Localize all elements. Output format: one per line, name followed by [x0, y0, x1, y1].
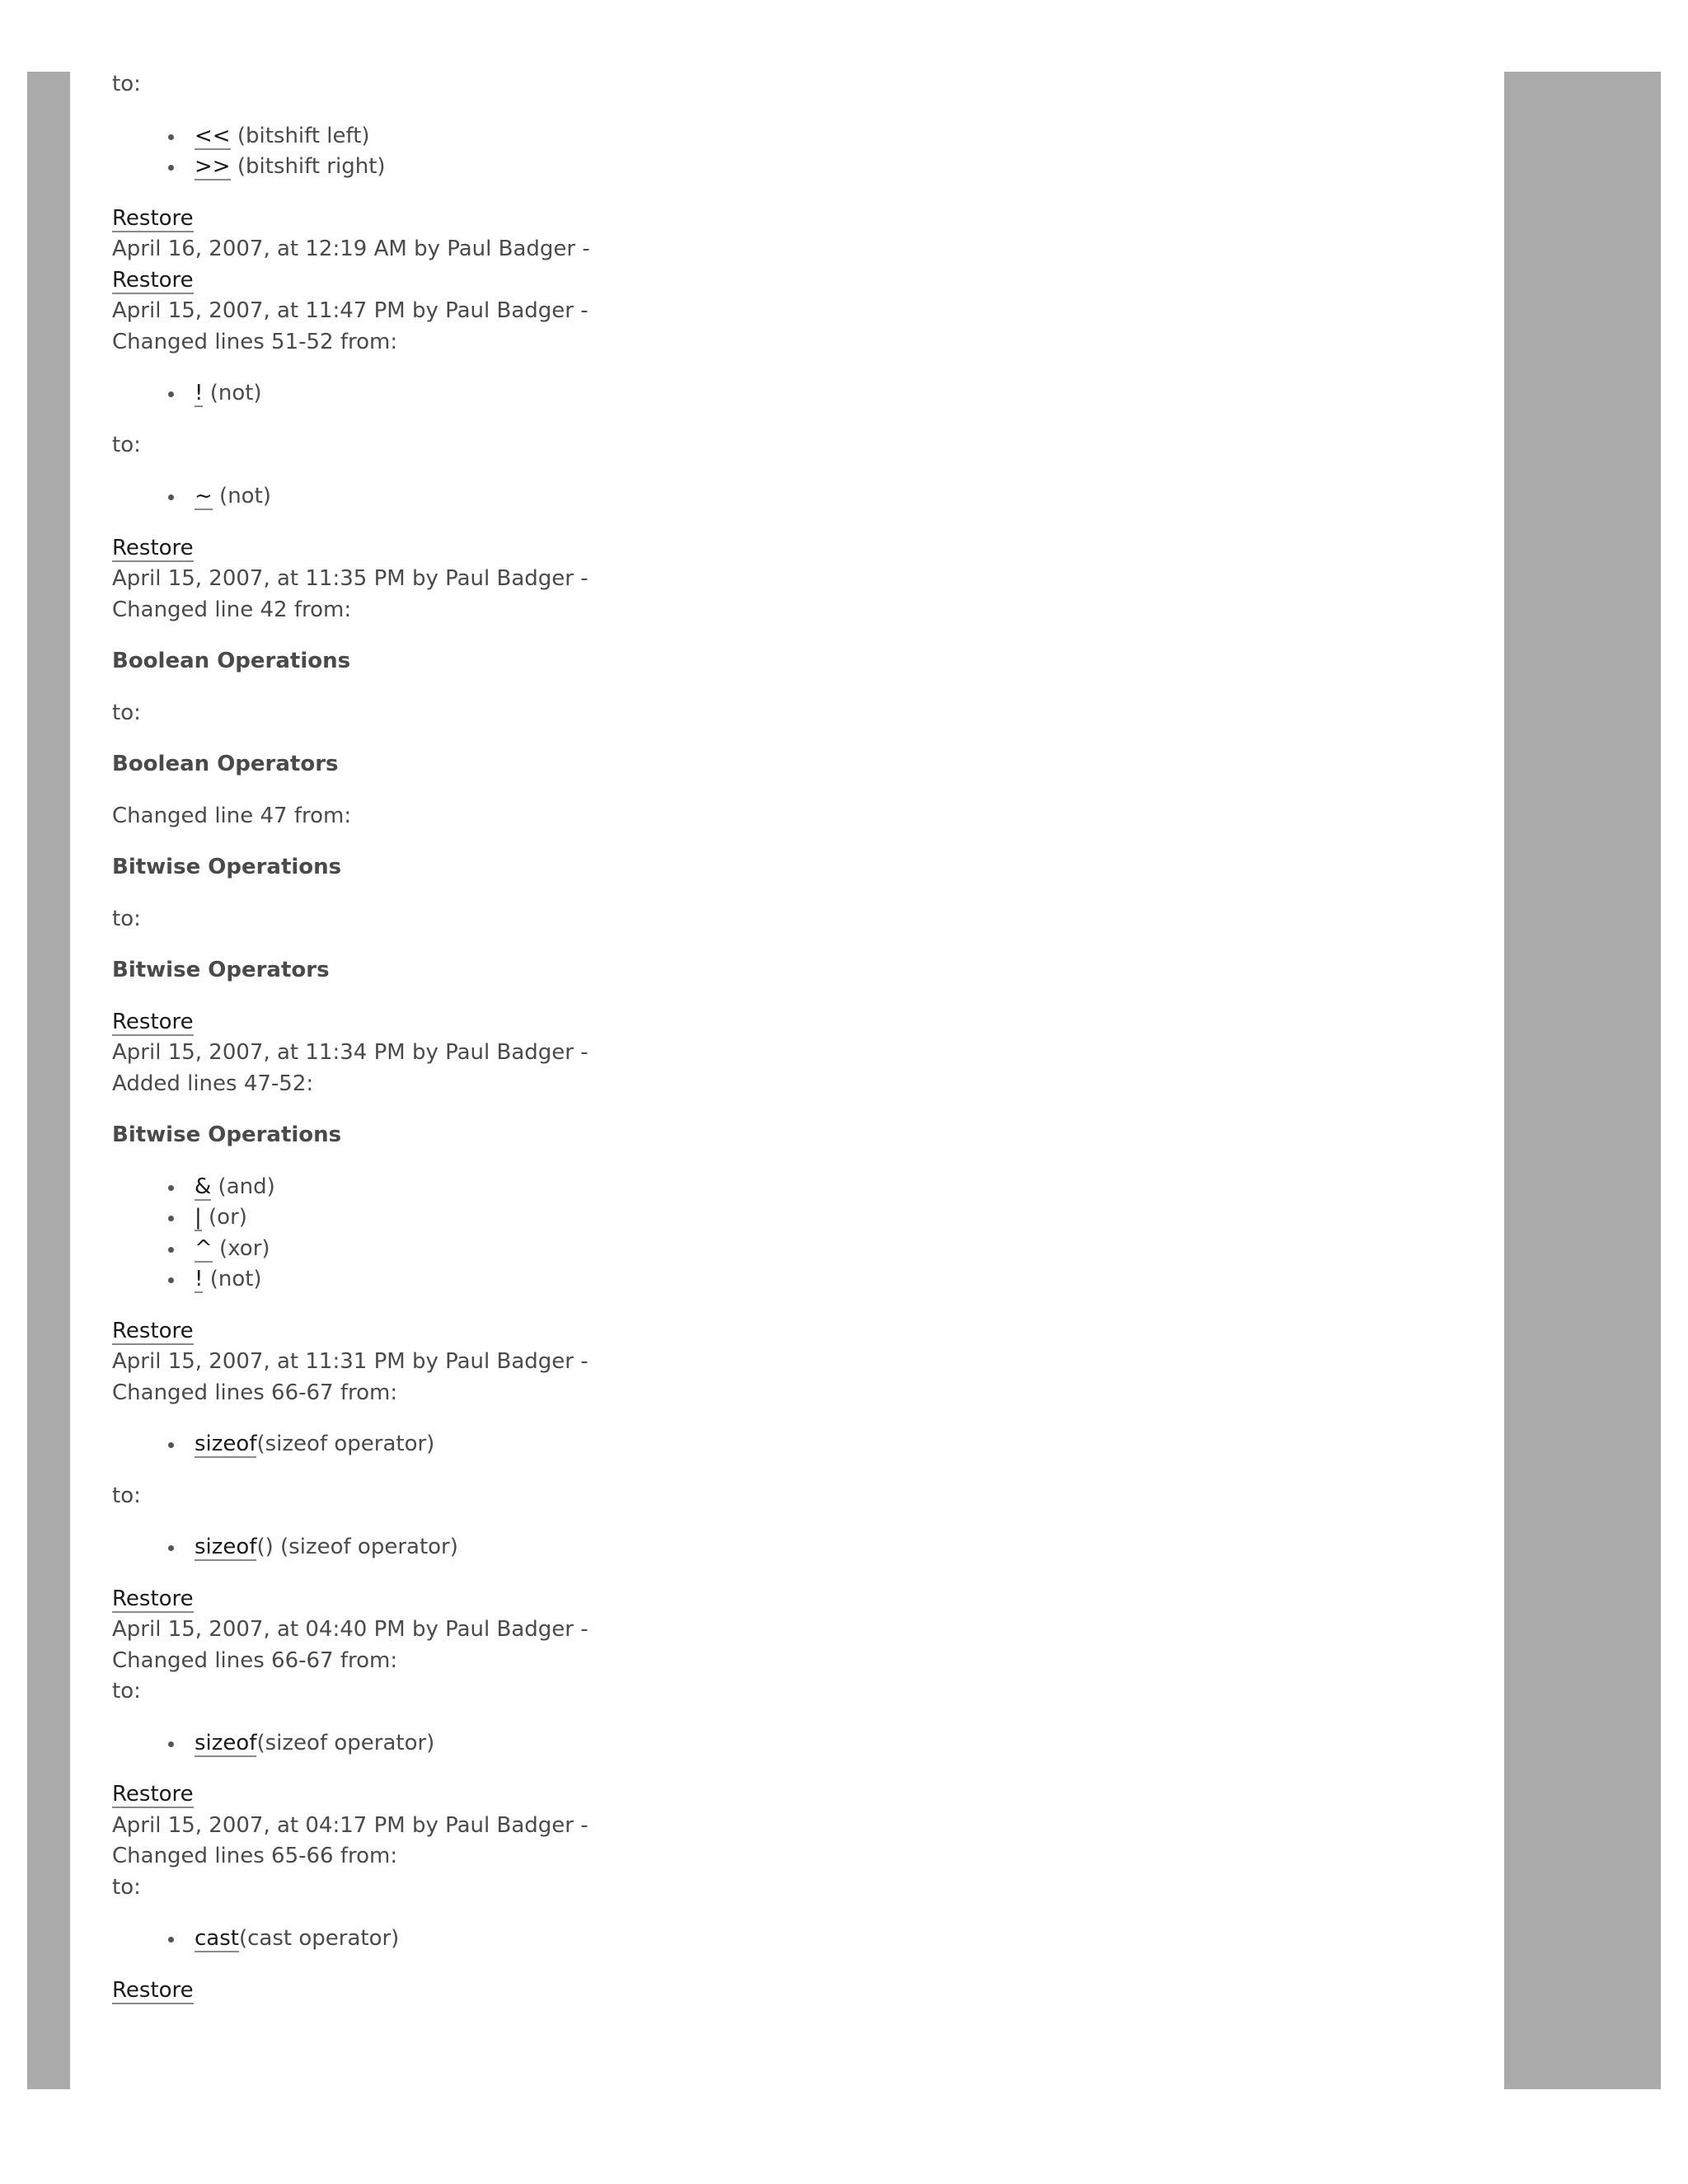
to-label: to: [112, 1483, 141, 1508]
revision-meta: April 15, 2007, at 11:34 PM by Paul Badger - [112, 1040, 588, 1065]
operator-link[interactable]: & [195, 1174, 212, 1199]
to-label: to: [112, 700, 141, 725]
list-item: ~ (not) [195, 481, 936, 513]
change-description: Changed lines 66-67 from: [112, 1647, 398, 1673]
to-label: to: [112, 1679, 141, 1704]
revision-meta: April 15, 2007, at 11:35 PM by Paul Badger - [112, 566, 588, 591]
revision-meta: April 15, 2007, at 11:31 PM by Paul Badger - [112, 1349, 588, 1374]
change-description: Changed line 47 from: [112, 803, 352, 828]
operator-link[interactable]: sizeof [195, 1730, 257, 1755]
section-heading: Boolean Operators [112, 752, 339, 776]
operator-link[interactable]: ! [195, 1267, 204, 1291]
operator-list [112, 121, 936, 183]
restore-link[interactable]: Restore [112, 1318, 194, 1343]
restore-link[interactable]: Restore [112, 267, 194, 293]
list-item: << (bitshift left) [195, 121, 936, 152]
operator-link[interactable]: ~ [195, 484, 213, 509]
section-heading: Boolean Operations [112, 649, 351, 673]
section-heading: Bitwise Operations [112, 855, 342, 879]
list-item: ! (not) [195, 1264, 936, 1296]
operator-link[interactable]: << [195, 123, 231, 148]
restore-link[interactable]: Restore [112, 1782, 194, 1807]
restore-link[interactable]: Restore [112, 1009, 194, 1034]
operator-list [112, 1924, 936, 1955]
list-item: >> (bitshift right) [195, 152, 936, 183]
operator-link[interactable]: ^ [195, 1235, 213, 1261]
change-description: Added lines 47-52: [112, 1071, 314, 1096]
list-item: ^ (xor) [195, 1234, 936, 1265]
revision-meta: April 15, 2007, at 04:40 PM by Paul Badger - [112, 1617, 588, 1642]
change-description: Changed lines 51-52 from: [112, 329, 398, 354]
operator-link[interactable]: sizeof [195, 1432, 257, 1456]
revision-meta: April 15, 2007, at 04:17 PM by Paul Badger - [112, 1812, 588, 1838]
change-description: Changed line 42 from: [112, 597, 352, 622]
to-label: to: [112, 432, 141, 457]
to-label: to: [112, 72, 141, 96]
operator-list [112, 378, 936, 410]
restore-link[interactable]: Restore [112, 1977, 194, 2003]
operator-list [112, 481, 936, 513]
operator-link[interactable]: sizeof [195, 1535, 257, 1559]
to-label: to: [112, 1874, 141, 1900]
list-item: cast(cast operator) [195, 1924, 936, 1955]
revision-history [112, 69, 936, 2006]
change-description: Changed lines 66-67 from: [112, 1380, 398, 1405]
operator-list [112, 1532, 936, 1563]
operator-link[interactable]: cast [195, 1926, 239, 1951]
change-description: Changed lines 65-66 from: [112, 1844, 398, 1868]
operator-list [112, 1172, 936, 1296]
section-heading: Bitwise Operators [112, 958, 330, 982]
restore-link[interactable]: Restore [112, 1586, 194, 1611]
restore-link[interactable]: Restore [112, 205, 194, 231]
list-item: & (and) [195, 1172, 936, 1203]
list-item: ! (not) [195, 378, 936, 410]
operator-link[interactable]: | [195, 1205, 202, 1230]
operator-link[interactable]: >> [195, 154, 231, 179]
list-item: | (or) [195, 1202, 936, 1234]
restore-link[interactable]: Restore [112, 535, 194, 560]
revision-meta: April 15, 2007, at 11:47 PM by Paul Badger - [112, 298, 588, 323]
list-item: sizeof() (sizeof operator) [195, 1532, 936, 1563]
section-heading: Bitwise Operations [112, 1122, 342, 1147]
operator-list [112, 1728, 936, 1760]
operator-list [112, 1429, 936, 1460]
list-item: sizeof(sizeof operator) [195, 1728, 936, 1760]
operator-link[interactable]: ! [195, 381, 204, 405]
list-item: sizeof(sizeof operator) [195, 1429, 936, 1460]
revision-meta: April 16, 2007, at 12:19 AM by Paul Badger - [112, 237, 590, 261]
to-label: to: [112, 906, 141, 931]
